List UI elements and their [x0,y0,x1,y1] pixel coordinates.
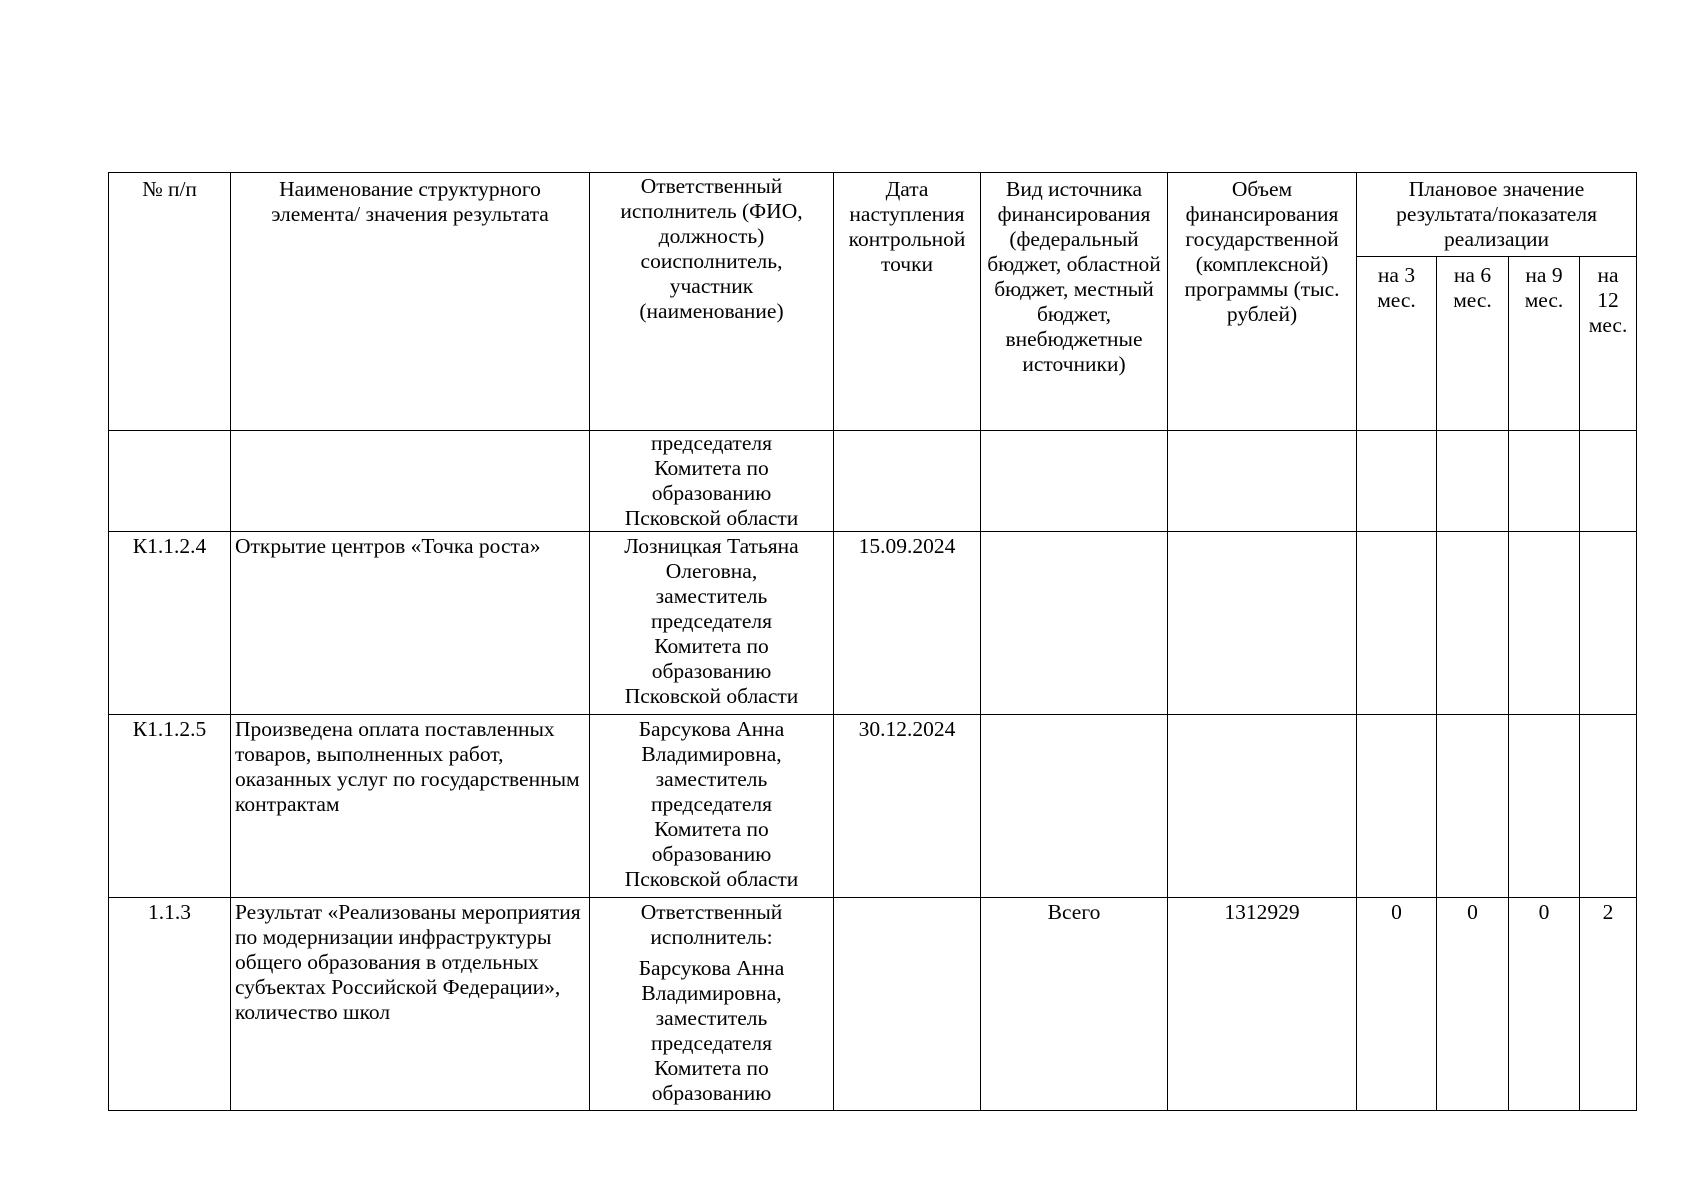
row-m3 [1357,532,1437,715]
header-plan-12m: на 12 мес. [1580,257,1637,431]
row-m9: 0 [1509,898,1580,1111]
row-m6 [1437,715,1509,898]
header-responsible: Ответственный исполнитель (ФИО, должность) соисполнитель, участник (наименование) [590,173,834,431]
row-name: Произведена оплата поставленных товаров, выполненных работ, оказанных услуг по государственным контрактам [231,715,590,898]
row-m6 [1437,431,1509,532]
row-source: Всего [981,898,1168,1111]
table-row [109,898,1637,1111]
row-m9 [1509,431,1580,532]
row-m12: 2 [1580,898,1637,1111]
header-num: № п/п [109,173,231,431]
header-plan-9m: на 9 мес. [1509,257,1580,431]
table-row [109,532,1637,715]
row-m12 [1580,715,1637,898]
row-responsible: Барсукова Анна Владимировна, заместитель председателя Комитета по образованию [638,956,785,1105]
header-row-top [109,173,1637,257]
row-volume [1168,431,1357,532]
row-volume [1168,715,1357,898]
header-plan-6m: на 6 мес. [1437,257,1509,431]
row-name: Открытие центров «Точка роста» [231,532,590,715]
row-source [981,715,1168,898]
row-m9 [1509,715,1580,898]
row-source [981,431,1168,532]
row-m6: 0 [1437,898,1509,1111]
header-date: Дата наступления контрольной точки [834,173,981,431]
table-row [109,431,1637,532]
row-m6 [1437,532,1509,715]
header-volume: Объем финансирования государственной (комплексной) программы (тыс. рублей) [1168,173,1357,431]
header-source: Вид источника финансирования (федеральный бюджет, областной бюджет, местный бюджет, внебюджетные источники) [981,173,1168,431]
row-m3: 0 [1357,898,1437,1111]
row-num [109,431,231,532]
row-responsible: Барсукова Анна Владимировна, заместитель председателя Комитета по образованию Псковской области [590,715,834,898]
row-responsible: председателя Комитета по образованию Псковской области [590,431,834,532]
row-responsible: Лозницкая Татьяна Олеговна, заместитель председателя Комитета по образованию Псковской области [590,532,834,715]
row-m3 [1357,715,1437,898]
header-name: Наименование структурного элемента/ значения результата [231,173,590,431]
row-name [231,431,590,532]
row-volume [1168,532,1357,715]
row-responsible-cell [590,898,834,1111]
row-volume: 1312929 [1168,898,1357,1111]
row-num: К1.1.2.5 [109,715,231,898]
row-responsible-label: Ответственный исполнитель: [640,900,783,949]
row-num: 1.1.3 [109,898,231,1111]
row-m12 [1580,532,1637,715]
row-m12 [1580,431,1637,532]
header-plan: Плановое значение результата/показателя реализации [1357,173,1637,257]
row-date [834,431,981,532]
row-date: 15.09.2024 [834,532,981,715]
row-name: Результат «Реализованы мероприятия по модернизации инфраструктуры общего образования в отдельных субъектах Российской Федерации», количество школ [231,898,590,1111]
row-m3 [1357,431,1437,532]
program-plan-table [108,172,1637,1111]
table-row [109,715,1637,898]
row-m9 [1509,532,1580,715]
row-source [981,532,1168,715]
header-plan-3m: на 3 мес. [1357,257,1437,431]
row-num: К1.1.2.4 [109,532,231,715]
row-date: 30.12.2024 [834,715,981,898]
row-date [834,898,981,1111]
